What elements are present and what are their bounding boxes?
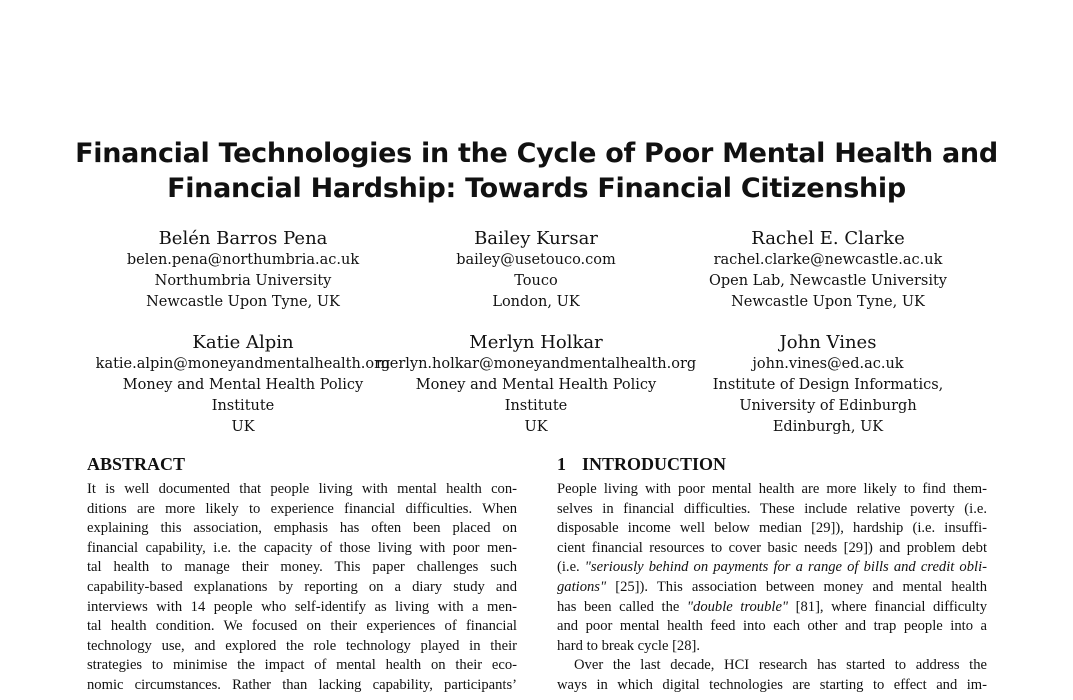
paper-title bbox=[60, 136, 1013, 206]
author-affiliation: Institute bbox=[211, 398, 275, 414]
abstract-line: technology use, and explored the role technology played in their bbox=[87, 637, 517, 654]
author-affiliation: Northumbria University bbox=[154, 273, 332, 289]
introduction-section bbox=[557, 453, 987, 696]
author-affiliation: University of Edinburgh bbox=[739, 398, 917, 414]
intro-line: and poor mental health feed into each other and trap people into a bbox=[557, 618, 987, 635]
author-email[interactable]: merlyn.holkar@moneyandmentalhealth.org bbox=[376, 356, 697, 372]
author-affiliation: Money and Mental Health Policy bbox=[122, 377, 364, 393]
author-email[interactable]: john.vines@ed.ac.uk bbox=[752, 356, 904, 372]
intro-line: selves in financial difficulties. These include relative poverty (i.e. bbox=[557, 500, 987, 517]
abstract-line: strategies to minimise the impact of mental health on their eco- bbox=[87, 657, 517, 674]
author-block bbox=[83, 332, 403, 438]
intro-line: disposable income well below median [29]), hardship (i.e. insuffi- bbox=[557, 520, 987, 537]
intro-line bbox=[557, 558, 987, 578]
abstract-line: tal health to manage their money. This paper challenges such bbox=[87, 559, 517, 576]
text-fragment: has been called the bbox=[557, 598, 687, 615]
author-affiliation: Touco bbox=[514, 273, 558, 289]
quote-fragment: "seriously behind on payments for a range of bills and credit obli- bbox=[584, 559, 987, 576]
author-location: Newcastle Upon Tyne, UK bbox=[146, 294, 340, 310]
title-line-2: Financial Hardship: Towards Financial Citizenship bbox=[167, 173, 906, 204]
abstract-line: nomic circumstances. Rather than lacking capability, participants’ bbox=[87, 676, 517, 693]
introduction-heading bbox=[557, 453, 987, 475]
author-email[interactable]: katie.alpin@moneyandmentalhealth.org bbox=[95, 356, 391, 372]
author-block bbox=[376, 332, 696, 438]
abstract-line: It is well documented that people living with mental health con- bbox=[87, 481, 517, 497]
author-location: Edinburgh, UK bbox=[772, 419, 884, 435]
author-location: UK bbox=[231, 419, 255, 435]
section-title: INTRODUCTION bbox=[582, 454, 727, 474]
author-name: John Vines bbox=[779, 332, 877, 353]
author-block bbox=[83, 228, 403, 313]
intro-line: Over the last decade, HCI research has started to address the bbox=[574, 657, 987, 674]
author-email[interactable]: rachel.clarke@newcastle.ac.uk bbox=[713, 252, 943, 268]
author-name: Rachel E. Clarke bbox=[751, 228, 905, 249]
author-block bbox=[668, 228, 988, 313]
abstract-line: tal health condition. We focused on their experiences of financial bbox=[87, 618, 517, 635]
intro-line bbox=[557, 578, 987, 598]
intro-line: hard to break cycle [28]. bbox=[557, 637, 701, 654]
author-email[interactable]: belen.pena@northumbria.ac.uk bbox=[126, 252, 360, 268]
author-name: Bailey Kursar bbox=[474, 228, 598, 249]
abstract-line: explaining this association, emphasis has often been placed on bbox=[87, 520, 517, 537]
author-name: Katie Alpin bbox=[192, 332, 294, 353]
text-fragment: [81], where financial difficulty bbox=[788, 598, 987, 615]
quote-fragment: "double trouble" bbox=[686, 598, 789, 615]
author-location: London, UK bbox=[492, 294, 580, 310]
title-line-1: Financial Technologies in the Cycle of Poor Mental Health and bbox=[75, 138, 998, 169]
author-block bbox=[376, 228, 696, 313]
author-location: Newcastle Upon Tyne, UK bbox=[731, 294, 925, 310]
abstract-section bbox=[87, 453, 517, 696]
author-location: UK bbox=[524, 419, 548, 435]
abstract-heading: ABSTRACT bbox=[87, 454, 186, 474]
text-fragment: [25]). This association between money and mental health bbox=[606, 578, 987, 595]
abstract-line: ditions are more likely to experience financial difficulties. When bbox=[87, 500, 517, 517]
section-number: 1 bbox=[557, 454, 566, 474]
abstract-line: financial capability, i.e. the capacity of those living with poor men- bbox=[87, 539, 517, 556]
author-affiliation: Open Lab, Newcastle University bbox=[708, 273, 947, 289]
author-name: Merlyn Holkar bbox=[469, 332, 603, 353]
abstract-line: capability-based explanations by reporting on a diary study and bbox=[87, 578, 517, 595]
quote-fragment: gations" bbox=[557, 578, 607, 595]
author-affiliation: Institute bbox=[504, 398, 568, 414]
intro-line: ways in which digital technologies are starting to effect and im- bbox=[557, 676, 987, 693]
intro-line bbox=[557, 598, 987, 618]
author-name: Belén Barros Pena bbox=[158, 228, 328, 249]
author-email[interactable]: bailey@usetouco.com bbox=[456, 252, 616, 268]
intro-line: cient financial resources to cover basic needs [29]) and problem debt bbox=[557, 539, 987, 556]
abstract-line: interviews with 14 people who self-identify as living with a men- bbox=[87, 598, 517, 615]
intro-line: People living with poor mental health are more likely to find them- bbox=[557, 481, 987, 497]
text-fragment: (i.e. bbox=[557, 559, 585, 576]
author-affiliation: Institute of Design Informatics, bbox=[712, 377, 944, 393]
author-block bbox=[668, 332, 988, 438]
author-affiliation: Money and Mental Health Policy bbox=[415, 377, 657, 393]
